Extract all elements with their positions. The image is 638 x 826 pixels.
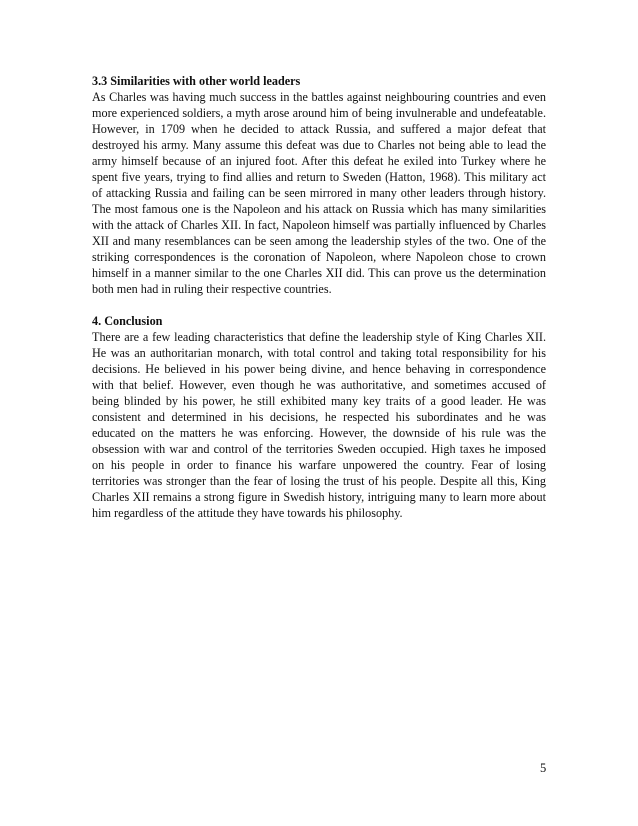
section-body: There are a few leading characteristics that define the leadership style of King Charles XII. He was an authoritarian monarch, with total control and taking total responsibility for his decisions. He believed in his power being divine, and hence behaving in correspondence with that belief. However, even though he was authoritative, and sometimes accused of being blinded by his power, he still exhibited many key traits of a good leader. He was consistent and determined in his decisions, he respected his subordinates and he was educated on the matters he was enforcing. However, the downside of his rule was the obsession with war and control of the territories Sweden occupied. High taxes he imposed on his people in order to finance his warfare unpowered the country. Fear of losing territories was stronger than the fear of losing the trust of his people. Despite all this, King Charles XII remains a strong figure in Swedish history, intriguing many to learn more about him regardless of the attitude they have towards his philosophy. xyxy=(92,330,546,520)
page-content xyxy=(92,73,546,521)
section-spacer xyxy=(92,297,546,313)
page-number: 5 xyxy=(540,761,547,775)
section-heading: 4. Conclusion xyxy=(92,314,163,328)
section-similarities xyxy=(92,73,546,297)
section-body: As Charles was having much success in the battles against neighbouring countries and even more experienced soldiers, a myth arose around him of being invulnerable and undefeatable. However, in 1709 when he decided to attack Russia, and suffered a major defeat that destroyed his army. Many assume this defeat was due to Charles not being able to lead the army himself because of an injured foot. After this defeat he exiled into Turkey where he spent five years, trying to find allies and return to Sweden (Hatton, 1968). This military act of attacking Russia and failing can be seen mirrored in many other leaders through history. The most famous one is the Napoleon and his attack on Russia which has many similarities with the attack of Charles XII. In fact, Napoleon himself was partially influenced by Charles XII and many resemblances can be seen among the leadership styles of the two. One of the striking correspondences is the coronation of Napoleon, where Napoleon chose to crown himself in a manner similar to the one Charles XII did. This can prove us the determination both men had in ruling their respective countries. xyxy=(92,90,546,296)
section-conclusion xyxy=(92,313,546,521)
section-heading: 3.3 Similarities with other world leaders xyxy=(92,74,301,88)
